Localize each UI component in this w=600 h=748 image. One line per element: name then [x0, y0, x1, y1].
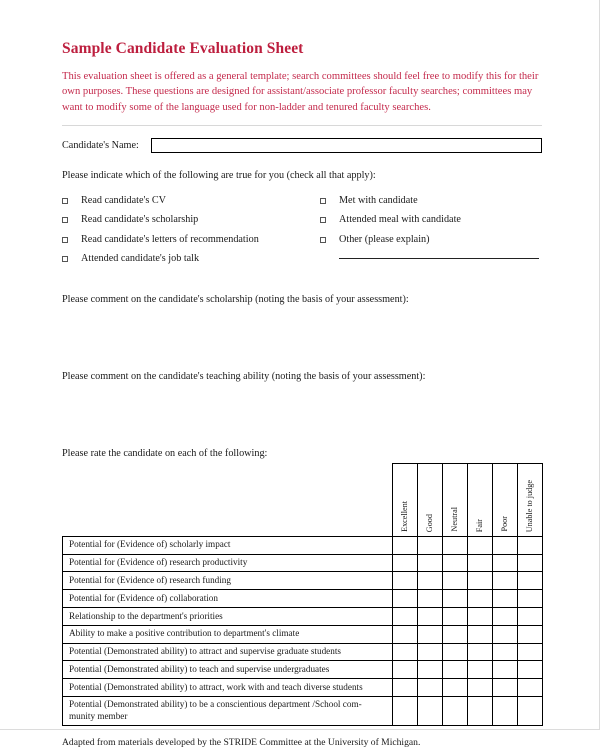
list-item[interactable]: [62, 253, 320, 265]
rating-cell-good[interactable]: [418, 572, 443, 590]
rating-cell-fair[interactable]: [468, 625, 493, 643]
list-item-label: Met with candidate: [339, 195, 418, 207]
rating-cell-fair[interactable]: [468, 554, 493, 572]
rating-cell-fair[interactable]: [468, 590, 493, 608]
intro-paragraph: This evaluation sheet is offered as a general template; search committees should feel free to modify this for their own purposes. These questions are designed for assistant/associate professor faculty searches; committees may want to modify some of the language used for non-ladder and tenured faculty searches.: [62, 71, 539, 113]
rating-cell-unable[interactable]: [518, 696, 543, 726]
rating-cell-good[interactable]: [418, 661, 443, 679]
rating-cell-excellent[interactable]: [393, 625, 418, 643]
list-item[interactable]: [320, 195, 542, 207]
table-row: [63, 679, 543, 697]
table-row: [63, 661, 543, 679]
rating-cell-poor[interactable]: [493, 661, 518, 679]
rating-cell-poor[interactable]: [493, 536, 518, 554]
footer-attribution: Adapted from materials developed by the STRIDE Committee at the University of Michigan.: [62, 737, 421, 748]
column-header-label: Unable to judge: [524, 479, 534, 532]
list-item[interactable]: [320, 234, 542, 246]
checklist-column-left: [62, 195, 320, 272]
checkbox-icon[interactable]: [320, 198, 326, 204]
list-item-label: Attended candidate's job talk: [81, 252, 200, 264]
rating-cell-excellent[interactable]: [393, 643, 418, 661]
row-label: Potential for (Evidence of) research productivity: [63, 554, 393, 572]
list-item[interactable]: [320, 214, 542, 226]
rating-cell-neutral[interactable]: [443, 661, 468, 679]
rating-cell-good[interactable]: [418, 536, 443, 554]
candidate-name-row: [62, 138, 542, 153]
column-header-unable-to-judge: [518, 463, 543, 536]
rating-cell-fair[interactable]: [468, 661, 493, 679]
rating-cell-neutral[interactable]: [443, 643, 468, 661]
rating-cell-fair[interactable]: [468, 696, 493, 726]
header-divider: [62, 125, 542, 126]
column-header-good: [418, 463, 443, 536]
rating-cell-unable[interactable]: [518, 608, 543, 626]
table-row: [63, 572, 543, 590]
column-header-neutral: [443, 463, 468, 536]
list-item-label: Read candidate's CV: [81, 195, 167, 207]
row-label: Relationship to the department's priorities: [63, 608, 393, 626]
rating-cell-neutral[interactable]: [443, 608, 468, 626]
rating-cell-good[interactable]: [418, 679, 443, 697]
rating-cell-poor[interactable]: [493, 696, 518, 726]
rating-cell-poor[interactable]: [493, 590, 518, 608]
rating-cell-excellent[interactable]: [393, 572, 418, 590]
rating-cell-unable[interactable]: [518, 536, 543, 554]
list-item-label: Read candidate's letters of recommendation: [81, 233, 259, 245]
rating-cell-unable[interactable]: [518, 572, 543, 590]
column-header-label: Excellent: [399, 501, 409, 532]
table-row: [63, 590, 543, 608]
rating-cell-poor[interactable]: [493, 608, 518, 626]
rating-cell-neutral[interactable]: [443, 554, 468, 572]
row-label: Potential for (Evidence of) collaboration: [63, 590, 393, 608]
column-header-label: Poor: [499, 516, 509, 532]
rating-table-body: [63, 536, 543, 725]
checkbox-icon[interactable]: [62, 198, 68, 204]
rating-cell-poor[interactable]: [493, 554, 518, 572]
rating-cell-fair[interactable]: [468, 608, 493, 626]
column-header-label: Fair: [474, 518, 484, 532]
table-row: [63, 608, 543, 626]
teaching-comment-block: [62, 371, 542, 426]
rating-table: [62, 463, 543, 726]
rating-cell-excellent[interactable]: [393, 590, 418, 608]
column-header-excellent: [393, 463, 418, 536]
rating-cell-neutral[interactable]: [443, 625, 468, 643]
rating-cell-good[interactable]: [418, 643, 443, 661]
teaching-comment-prompt: Please comment on the candidate's teaching ability (noting the basis of your assessment):: [62, 370, 426, 382]
candidate-name-label: Candidate's Name:: [62, 140, 139, 152]
document-content: [62, 40, 542, 748]
rating-cell-fair[interactable]: [468, 572, 493, 590]
rating-cell-good[interactable]: [418, 625, 443, 643]
page-title: Sample Candidate Evaluation Sheet: [62, 40, 304, 57]
table-row: [63, 696, 543, 726]
rating-cell-good[interactable]: [418, 554, 443, 572]
table-row: [63, 643, 543, 661]
table-row: [63, 554, 543, 572]
column-header-poor: [493, 463, 518, 536]
row-label: Potential for (Evidence of) research funding: [63, 572, 393, 590]
list-item-label: Other (please explain): [339, 233, 430, 245]
rating-cell-unable[interactable]: [518, 661, 543, 679]
row-label: Ability to make a positive contribution to department's climate: [63, 625, 393, 643]
list-item-label: Attended meal with candidate: [339, 214, 461, 226]
row-label: Potential (Demonstrated ability) to attract, work with and teach diverse students: [63, 679, 393, 697]
column-header-fair: [468, 463, 493, 536]
list-item-label: Read candidate's scholarship: [81, 214, 199, 226]
checkbox-icon[interactable]: [62, 217, 68, 223]
checklist-grid: [62, 195, 542, 272]
checkbox-icon[interactable]: [62, 256, 68, 262]
checklist-column-right: [320, 195, 542, 272]
candidate-name-input[interactable]: [151, 138, 542, 153]
column-header-label: Neutral: [449, 507, 459, 532]
scholarship-comment-prompt: Please comment on the candidate's scholarship (noting the basis of your assessment):: [62, 293, 409, 305]
list-item[interactable]: [62, 195, 320, 207]
table-row: [63, 625, 543, 643]
rating-cell-fair[interactable]: [468, 536, 493, 554]
scholarship-comment-area[interactable]: [62, 305, 542, 349]
checkbox-icon[interactable]: [320, 237, 326, 243]
rating-cell-fair[interactable]: [468, 679, 493, 697]
table-row: [63, 536, 543, 554]
row-label: Potential (Demonstrated ability) to be a conscientious department /School com-munity member: [63, 696, 393, 726]
list-item[interactable]: [62, 234, 320, 246]
rating-cell-unable[interactable]: [518, 679, 543, 697]
rating-cell-fair[interactable]: [468, 643, 493, 661]
other-explain-writeline[interactable]: [339, 258, 539, 259]
rating-cell-good[interactable]: [418, 608, 443, 626]
rating-cell-excellent[interactable]: [393, 679, 418, 697]
rating-cell-neutral[interactable]: [443, 590, 468, 608]
rating-cell-neutral[interactable]: [443, 696, 468, 726]
row-label: Potential (Demonstrated ability) to attract and supervise graduate students: [63, 643, 393, 661]
rating-cell-poor[interactable]: [493, 679, 518, 697]
rating-cell-unable[interactable]: [518, 590, 543, 608]
rating-cell-unable[interactable]: [518, 625, 543, 643]
rating-cell-unable[interactable]: [518, 643, 543, 661]
header-spacer: [63, 463, 393, 536]
checkbox-icon[interactable]: [320, 217, 326, 223]
list-item[interactable]: [62, 214, 320, 226]
rating-cell-excellent[interactable]: [393, 661, 418, 679]
rating-cell-excellent[interactable]: [393, 608, 418, 626]
rating-cell-poor[interactable]: [493, 625, 518, 643]
rating-cell-excellent[interactable]: [393, 696, 418, 726]
rating-cell-excellent[interactable]: [393, 554, 418, 572]
rating-cell-poor[interactable]: [493, 643, 518, 661]
rating-cell-neutral[interactable]: [443, 536, 468, 554]
rating-cell-unable[interactable]: [518, 554, 543, 572]
teaching-comment-area[interactable]: [62, 382, 542, 426]
rating-prompt: Please rate the candidate on each of the following:: [62, 447, 268, 459]
column-header-label: Good: [424, 513, 434, 532]
rating-cell-poor[interactable]: [493, 572, 518, 590]
rating-cell-good[interactable]: [418, 590, 443, 608]
table-header-row: [63, 463, 543, 536]
rating-cell-good[interactable]: [418, 696, 443, 726]
scholarship-comment-block: [62, 294, 542, 349]
rating-cell-neutral[interactable]: [443, 572, 468, 590]
checkbox-icon[interactable]: [62, 237, 68, 243]
row-label: Potential for (Evidence of) scholarly impact: [63, 536, 393, 554]
row-label: Potential (Demonstrated ability) to teach and supervise undergraduates: [63, 661, 393, 679]
checklist-prompt: Please indicate which of the following are true for you (check all that apply):: [62, 170, 376, 182]
rating-cell-excellent[interactable]: [393, 536, 418, 554]
rating-cell-neutral[interactable]: [443, 679, 468, 697]
